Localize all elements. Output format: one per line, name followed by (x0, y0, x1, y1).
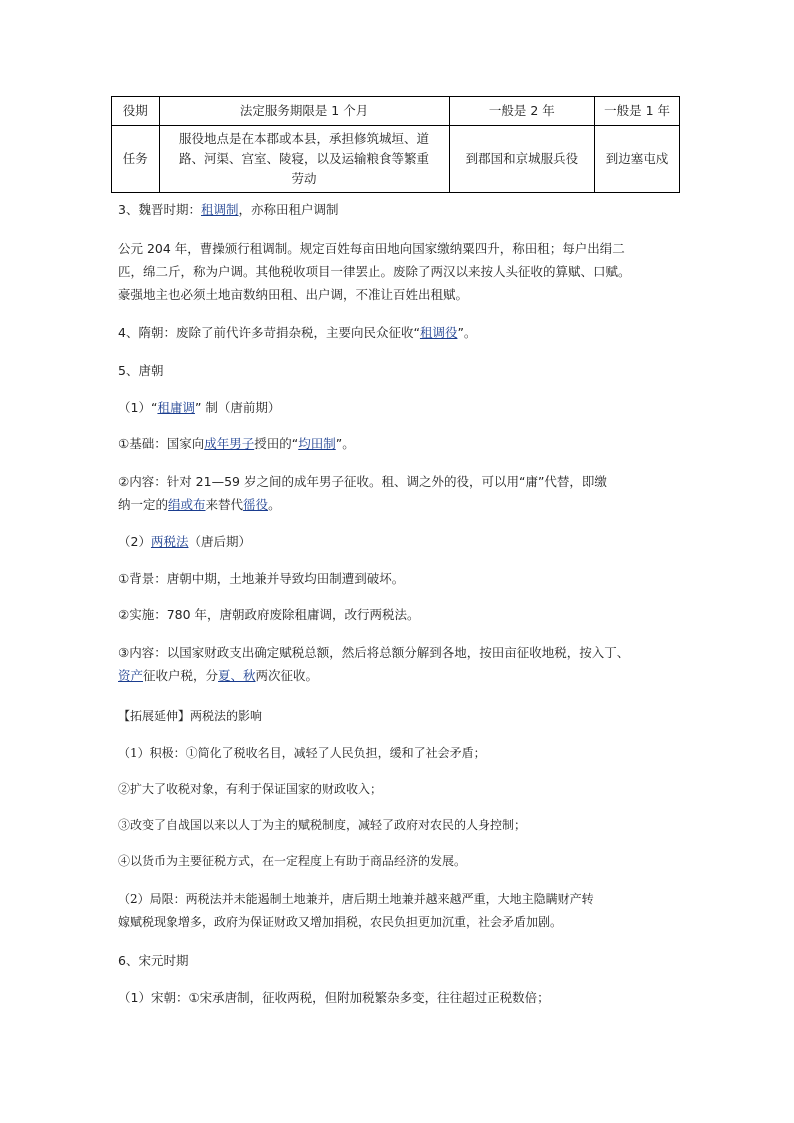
line-text: 。 (268, 497, 281, 512)
line-text: 纳一定的 (118, 497, 169, 512)
row-label-task: 任务 (112, 126, 160, 193)
basis-line (118, 434, 355, 454)
row-label-term: 役期 (112, 97, 160, 126)
content2-paragraph (118, 641, 678, 687)
cell-line: 劳动 (291, 171, 317, 186)
table-row (112, 97, 680, 126)
body-line: ②内容：针对 21—59 岁之间的成年男子征收。租、调之外的役，可以用“庸”代替，即缴 (118, 474, 607, 489)
heading-text: （2） (118, 534, 151, 549)
body-line: 嫁赋税现象增多，政府为保证财政又增加捐税，农民负担更加沉重，社会矛盾加剧。 (118, 915, 563, 929)
section-3-body (118, 237, 678, 306)
link-corvee[interactable]: 徭役 (243, 497, 269, 512)
body-line: （2）局限：两税法并未能遏制土地兼并，唐后期土地兼并越来越严重，大地主隐瞒财产转 (118, 892, 594, 906)
cell-line: 路、河渠、宫室、陵寝，以及运输粮食等繁重 (179, 151, 430, 166)
line-text: 来替代 (205, 497, 244, 512)
line-text: ”。 (335, 436, 355, 451)
cell-term-soldier: 一般是 2 年 (449, 97, 595, 126)
line-text: 授田的“ (254, 436, 299, 451)
link-zudiao[interactable]: 租调制 (200, 202, 239, 217)
background-line: ①背景：唐朝中期，土地兼并导致均田制遭到破坏。 (118, 571, 405, 586)
section-5-2-heading (118, 532, 251, 552)
body-line: 豪强地主也必须土地亩数纳田租、出户调，不准让百姓出租赋。 (118, 287, 469, 302)
positive-point-2: ②扩大了收税对象，有利于保证国家的财政收入； (118, 782, 383, 796)
link-liangshui[interactable]: 两税法 (150, 534, 189, 549)
heading-text: ，亦称田租户调制 (238, 202, 339, 217)
cell-term-corvee: 法定服务期限是 1 个月 (159, 97, 449, 126)
body-line (118, 493, 678, 516)
content-paragraph (118, 470, 678, 516)
song-line: （1）宋朝：①宋承唐制，征收两税，但附加税繁杂多变，往往超过正税数倍； (118, 990, 550, 1005)
cell-task-corvee (159, 126, 449, 193)
link-zudiaoyi[interactable]: 租调役 (419, 325, 458, 340)
section-4-heading (118, 323, 476, 343)
link-zuyongdiao[interactable]: 租庸调 (157, 400, 195, 415)
extend-heading: 【拓展延伸】两税法的影响 (118, 709, 263, 723)
cell-term-garrison: 一般是 1 年 (595, 97, 680, 126)
positive-point-3: ③改变了自战国以来以人丁为主的赋税制度，减轻了政府对农民的人身控制； (118, 818, 527, 832)
heading-text: 3、魏晋时期： (118, 202, 201, 217)
line-text: 两次征收。 (255, 668, 319, 683)
body-line: ③内容：以国家财政支出确定赋税总额，然后将总额分解到各地，按田亩征收地税，按入丁、 (118, 645, 630, 660)
heading-text: （1）“ (118, 400, 158, 415)
section-6-heading: 6、宋元时期 (118, 953, 189, 968)
section-5-heading: 5、唐朝 (118, 363, 164, 378)
link-juntian[interactable]: 均田制 (298, 436, 336, 451)
line-text: ①基础：国家向 (118, 436, 205, 451)
cell-task-garrison: 到边塞屯戍 (595, 126, 680, 193)
heading-text: 4、隋朝：废除了前代许多苛捐杂税，主要向民众征收“ (118, 325, 420, 340)
limit-paragraph (118, 888, 678, 934)
section-3-heading (118, 200, 339, 220)
body-line: 公元 204 年，曹操颁行租调制。规定百姓每亩田地向国家缴纳粟四升，称田租；每户出绢二 (118, 241, 625, 256)
line-text: 征收户税，分 (143, 668, 219, 683)
positive-point-1: （1）积极：①简化了税收名目，减轻了人民负担，缓和了社会矛盾； (118, 746, 486, 760)
section-5-1-heading (118, 398, 280, 418)
cell-line: 服役地点是在本郡或本县，承担修筑城垣、道 (179, 131, 430, 146)
link-summer-autumn[interactable]: 夏、秋 (218, 668, 256, 683)
positive-point-4: ④以货币为主要征税方式，在一定程度上有助于商品经济的发展。 (118, 854, 467, 868)
service-table (111, 96, 680, 193)
table-row (112, 126, 680, 193)
link-assets[interactable]: 资产 (118, 668, 144, 683)
body-line: 匹，绵二斤，称为户调。其他税收项目一律罢止。废除了两汉以来按人头征收的算赋、口赋。 (118, 264, 631, 279)
cell-task-soldier: 到郡国和京城服兵役 (449, 126, 595, 193)
implement-line: ②实施：780 年，唐朝政府废除租庸调，改行两税法。 (118, 607, 420, 622)
link-silk-cloth[interactable]: 绢或布 (168, 497, 206, 512)
body-line (118, 664, 678, 687)
heading-text: （唐后期） (188, 534, 251, 549)
link-adult-men[interactable]: 成年男子 (204, 436, 255, 451)
heading-text: ”。 (457, 325, 477, 340)
heading-text: ” 制（唐前期） (194, 400, 281, 415)
